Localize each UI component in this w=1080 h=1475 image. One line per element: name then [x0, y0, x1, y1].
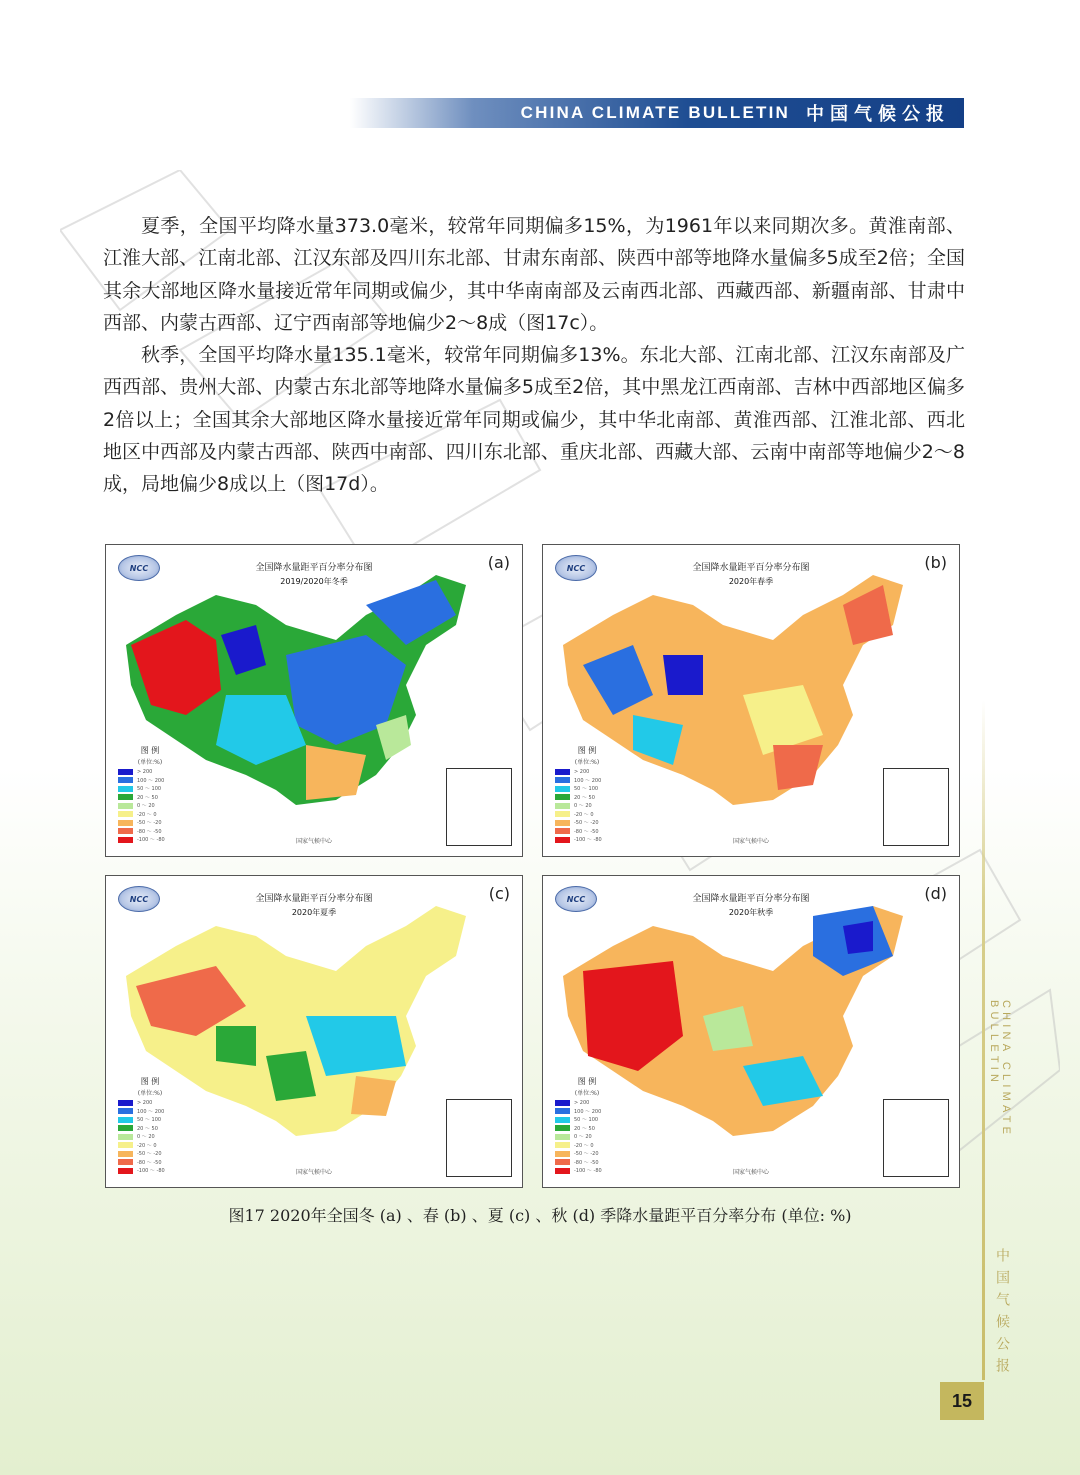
side-title-cn: 中国气候公报 [994, 1248, 1010, 1380]
legend-label: 0 ～ 20 [574, 803, 592, 810]
legend-swatch [118, 1100, 133, 1106]
legend-label: 0 ～ 20 [574, 1134, 592, 1141]
legend-row [555, 1141, 619, 1150]
legend-swatch [555, 1108, 570, 1114]
legend-label: > 200 [574, 1099, 590, 1106]
legend-label: 50 ～ 100 [137, 786, 162, 793]
legend-swatch [555, 1125, 570, 1131]
legend-row [118, 827, 182, 836]
ncc-logo: NCC [555, 555, 597, 581]
legend-swatch [118, 1108, 133, 1114]
map-legend [555, 745, 619, 845]
legend-row [118, 1133, 182, 1142]
legend-label: 20 ～ 50 [137, 794, 158, 801]
legend-row [118, 802, 182, 811]
map-credit: 国家气候中心 [295, 1169, 332, 1176]
legend-unit: (单位:%) [574, 758, 600, 766]
legend-row [118, 1124, 182, 1133]
map-title: 全国降水量距平百分率分布图 [255, 894, 373, 904]
legend-swatch [118, 1125, 133, 1131]
legend-row [555, 1133, 619, 1142]
header-banner [350, 98, 964, 128]
ncc-logo: NCC [118, 555, 160, 581]
legend-label: 50 ～ 100 [574, 786, 599, 793]
legend-row [555, 1099, 619, 1108]
legend-title: 图 例 [140, 1076, 160, 1086]
legend-label: -20 ～ 0 [137, 1142, 157, 1149]
legend-title: 图 例 [140, 745, 160, 755]
map-panel-autumn [542, 875, 960, 1188]
legend-swatch [555, 794, 570, 800]
header-title-cn: 中国气候公报 [806, 104, 950, 125]
legend-label: -100 ～ -80 [137, 1168, 165, 1175]
legend-swatch [555, 769, 570, 775]
figure-caption: 图17 2020年全国冬 (a) 、春 (b) 、夏 (c) 、秋 (d) 季降水量距平百分率分布 (单位: %) [228, 1206, 852, 1225]
map-legend [118, 1076, 182, 1176]
legend-unit: (单位:%) [137, 758, 163, 766]
map-subtitle: 2019/2020年冬季 [280, 577, 348, 586]
legend-swatch [555, 811, 570, 817]
legend-label: 20 ～ 50 [574, 794, 595, 801]
south-china-sea-inset [446, 768, 512, 846]
legend-row [555, 810, 619, 819]
legend-swatch [118, 1134, 133, 1140]
legend-swatch [555, 828, 570, 834]
legend-swatch [118, 777, 133, 783]
map-legend [118, 745, 182, 845]
legend-swatch [118, 794, 133, 800]
legend-label: -20 ～ 0 [574, 1142, 594, 1149]
legend-row [555, 1116, 619, 1125]
legend-label: -100 ～ -80 [137, 837, 165, 844]
panel-label: (d) [924, 884, 947, 903]
legend-row [118, 1141, 182, 1150]
legend-label: > 200 [137, 1099, 153, 1106]
legend-label: > 200 [574, 768, 590, 775]
legend-row [118, 1099, 182, 1108]
paragraph-summer: 夏季，全国平均降水量373.0毫米，较常年同期偏多15%，为1961年以来同期次多。黄淮南部、江淮大部、江南北部、江汉东部及四川东北部、甘肃东南部、陕西中部等地降水量偏多5成至2倍；全国其余大部地区降水量接近常年同期或偏少，其中华南南部及云南西北部、西藏西部、新疆南部、甘肃中西部、内蒙古西部、辽宁西南部等地偏少2～8成（图17c）。 [103, 215, 965, 334]
legend-label: 100 ～ 200 [137, 777, 165, 784]
legend-row [555, 785, 619, 794]
map-title: 全国降水量距平百分率分布图 [692, 563, 810, 573]
legend-row [118, 768, 182, 777]
legend-swatch [118, 1159, 133, 1165]
legend-swatch [555, 803, 570, 809]
legend-swatch [555, 777, 570, 783]
legend-label: 100 ～ 200 [574, 777, 602, 784]
map-subtitle: 2020年春季 [728, 577, 774, 586]
side-title-en: CHINA CLIMATE BULLETIN [988, 1000, 1012, 1139]
map-title: 全国降水量距平百分率分布图 [692, 894, 810, 904]
legend-row [118, 1116, 182, 1125]
south-china-sea-inset [883, 768, 949, 846]
legend-row [555, 819, 619, 828]
side-rule [982, 700, 985, 1380]
legend-row [555, 827, 619, 836]
legend-label: -50 ～ -20 [137, 820, 162, 827]
legend-label: 20 ～ 50 [574, 1125, 595, 1132]
map-panel-summer [105, 875, 523, 1188]
legend-label: -100 ～ -80 [574, 837, 602, 844]
legend-row [118, 793, 182, 802]
figure-17 [105, 544, 961, 1188]
map-subtitle: 2020年夏季 [291, 908, 337, 917]
map-credit: 国家气候中心 [732, 838, 769, 845]
legend-swatch [555, 1134, 570, 1140]
map-legend [555, 1076, 619, 1176]
legend-label: -20 ～ 0 [574, 811, 594, 818]
legend-swatch [118, 769, 133, 775]
legend-swatch [555, 1159, 570, 1165]
legend-swatch [118, 1151, 133, 1157]
legend-title: 图 例 [577, 1076, 597, 1086]
legend-row [118, 1107, 182, 1116]
map-panel-winter [105, 544, 523, 857]
legend-row [118, 776, 182, 785]
legend-swatch [118, 820, 133, 826]
legend-label: 50 ～ 100 [137, 1117, 162, 1124]
legend-swatch [555, 1151, 570, 1157]
legend-swatch [118, 786, 133, 792]
legend-label: 100 ～ 200 [574, 1108, 602, 1115]
legend-row [555, 793, 619, 802]
legend-label: 100 ～ 200 [137, 1108, 165, 1115]
legend-label: -50 ～ -20 [574, 1151, 599, 1158]
legend-label: -80 ～ -50 [574, 1159, 599, 1166]
map-panel-spring [542, 544, 960, 857]
legend-row [118, 785, 182, 794]
south-china-sea-inset [446, 1099, 512, 1177]
legend-row [118, 1150, 182, 1159]
legend-label: 0 ～ 20 [137, 803, 155, 810]
legend-swatch [555, 820, 570, 826]
body-text [103, 210, 965, 501]
page-number: 15 [940, 1382, 984, 1420]
legend-row [555, 1107, 619, 1116]
legend-label: -80 ～ -50 [137, 1159, 162, 1166]
legend-row [118, 1158, 182, 1167]
legend-title: 图 例 [577, 745, 597, 755]
map-title: 全国降水量距平百分率分布图 [255, 563, 373, 573]
legend-row [555, 768, 619, 777]
legend-row [555, 802, 619, 811]
legend-row [555, 1158, 619, 1167]
legend-swatch [118, 803, 133, 809]
legend-label: -20 ～ 0 [137, 811, 157, 818]
legend-swatch [118, 828, 133, 834]
legend-row [118, 810, 182, 819]
map-credit: 国家气候中心 [295, 838, 332, 845]
legend-swatch [118, 1117, 133, 1123]
south-china-sea-inset [883, 1099, 949, 1177]
legend-label: 50 ～ 100 [574, 1117, 599, 1124]
legend-label: -50 ～ -20 [574, 820, 599, 827]
legend-label: > 200 [137, 768, 153, 775]
legend-row [555, 776, 619, 785]
map-credit: 国家气候中心 [732, 1169, 769, 1176]
ncc-logo: NCC [555, 886, 597, 912]
legend-label: -80 ～ -50 [137, 828, 162, 835]
legend-label: -50 ～ -20 [137, 1151, 162, 1158]
legend-swatch [118, 1142, 133, 1148]
panel-label: (a) [487, 553, 510, 572]
legend-row [555, 1124, 619, 1133]
ncc-logo: NCC [118, 886, 160, 912]
legend-unit: (单位:%) [574, 1089, 600, 1097]
header-title-en: CHINA CLIMATE BULLETIN [520, 103, 790, 122]
legend-label: -80 ～ -50 [574, 828, 599, 835]
legend-swatch [555, 1100, 570, 1106]
legend-label: 20 ～ 50 [137, 1125, 158, 1132]
legend-swatch [555, 1117, 570, 1123]
legend-swatch [118, 811, 133, 817]
panel-label: (b) [924, 553, 947, 572]
paragraph-autumn: 秋季，全国平均降水量135.1毫米，较常年同期偏多13%。东北大部、江南北部、江汉东南部及广西西部、贵州大部、内蒙古东北部等地降水量偏多5成至2倍，其中黑龙江西南部、吉林中西部地区偏多2倍以上；全国其余大部地区降水量接近常年同期或偏少，其中华北南部、黄淮西部、江淮北部、西北地区中西部及内蒙古西部、陕西中南部、四川东北部、重庆北部、西藏大部、云南中南部等地偏少2～8成，局地偏少8成以上（图17d）。 [103, 344, 965, 496]
legend-label: 0 ～ 20 [137, 1134, 155, 1141]
legend-unit: (单位:%) [137, 1089, 163, 1097]
panel-label: (c) [488, 884, 510, 903]
legend-row [118, 819, 182, 828]
legend-swatch [555, 786, 570, 792]
legend-row [555, 1150, 619, 1159]
legend-swatch [555, 1142, 570, 1148]
map-subtitle: 2020年秋季 [728, 908, 774, 917]
legend-label: -100 ～ -80 [574, 1168, 602, 1175]
